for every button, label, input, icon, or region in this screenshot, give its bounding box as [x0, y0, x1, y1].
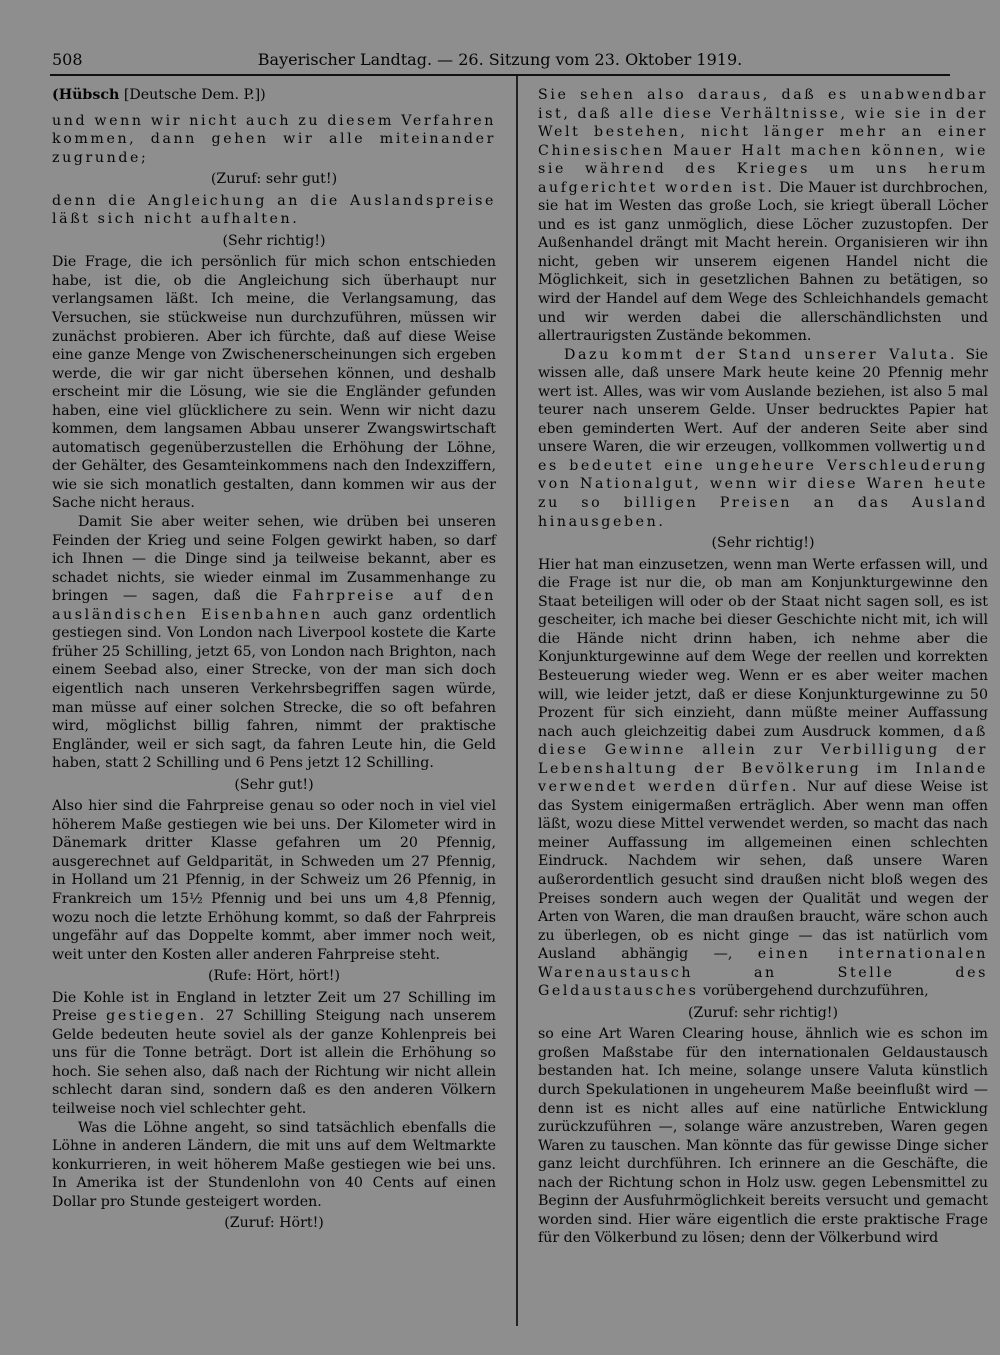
- spaced-text-run: einen internationalen Warenaustausch an Stelle des Geldaustausches: [538, 946, 989, 1000]
- paragraph: denn die Angleichung an die Auslandspreise läßt sich nicht aufhalten.: [52, 192, 496, 228]
- spaced-text-run: und es bedeutet eine ungeheure Verschleuderung von Nationalgut, wenn wir diese Waren heute zu so billigen Preisen an das Ausland hinausgeben.: [538, 439, 988, 530]
- interjection: (Sehr richtig!): [222, 232, 326, 249]
- paragraph: [52, 989, 496, 1119]
- right-column: [538, 86, 988, 1248]
- spaced-text-run: Dazu kommt der Stand unserer Valuta.: [564, 346, 958, 363]
- interjection: (Rufe: Hört, hört!): [207, 968, 341, 985]
- left-column: [52, 86, 496, 1236]
- paragraph: Also hier sind die Fahrpreise genau so oder noch in viel viel höherem Maße gestiegen wie bei uns. Der Kilometer wird in Dänemark dritter Klasse gefahren um 20 Pfennig, ausgerechnet auf Geldparität, in Schweden um 27 Pfennig, in Holland um 21 Pfennig, in der Schweiz um 26 Pfennig, in Frankreich um 15½ Pfennig und bei uns um 4,8 Pfennig, wozu noch die letzte Erhöhung kommt, so daß der Fahrpreis ungefähr auf das Doppelte kommt, aber immer noch weit, weit unter den Kosten aller anderen Fahrpreise steht.: [52, 798, 496, 963]
- paragraph: [538, 556, 988, 1001]
- paragraph: [538, 86, 988, 346]
- speaker-party: [Deutsche Dem. P.]): [123, 87, 266, 103]
- running-title: Bayerischer Landtag. — 26. Sitzung vom 23. Oktober 1919.: [257, 50, 743, 69]
- text-run: Sie wissen alle, daß unsere Mark heute keine 20 Pfennig mehr wert ist. Alles, was wir vom Auslande beziehen, ist also 5 mal teurer nach unserem Gelde. Unser bedrucktes Papier hat eben geminderten Wert. Auf der anderen Seite aber sind unsere Waren, die wir erzeugen, vollkommen vollwertig: [538, 346, 989, 456]
- text-run: auch ganz ordentlich gestiegen sind. Von London nach Liverpool kostete die Karte früher 25 Schilling, jetzt 65, von London nach Brighton, nach einem Seebad also, einer Strecke, von der man sich doch eigentlich nach unseren Verkehrsbegriffen sagen würde, man müsse auf einer solchen Strecke, die so oft befahren wird, möglichst billig fahren, nimmt der praktische Engländer, weil er sich sagt, da fahren Leute hin, die Geld haben, statt 2 Schilling und 6 Pens jetzt 12 Schilling.: [52, 606, 497, 772]
- text-run: 27 Schilling Steigung nach unserem Gelde bedeuten heute soviel als der ganze Kohlenpreis bei uns für die Tonne beträgt. Dort ist allein die Erhöhung so hoch. Sie sehen also, daß nach der Richtung wir nicht allein schlecht daran sind, sondern daß es den anderen Völkern teilweise noch viel schlechter geht.: [52, 1008, 496, 1117]
- text-run: Nur auf diese Weise ist das System einigermaßen erträglich. Aber wenn man offen läßt, wozu diese Mittel verwendet werden, so macht das nach meiner Auffassung im allgemeinen einen schlechten Eindruck. Nachdem wir sehen, daß unsere Waren außerordentlich gesucht sind draußen nicht bloß wegen des Preises sondern auch wegen der Qualität und wegen der Arten von Waren, die man draußen braucht, wäre schon auch zu überlegen, ob es nicht ginge — das ist natürlich vom Ausland abhängig —,: [538, 779, 989, 963]
- column-divider: [516, 76, 518, 1326]
- text-run: Damit Sie aber weiter sehen, wie drüben bei unseren Feinden der Krieg und seine Folgen gewirkt haben, so darf ich Ihnen — die Dinge sind ja teilweise bekannt, aber es schadet nichts, sie wieder einmal im Zusammenhange zu bringen — sagen, daß die: [52, 514, 496, 605]
- text-run: Die Mauer ist durchbrochen, sie hat im Westen das große Loch, sie kriegt überall Löcher und es ist ganz unmöglich, diese Löcher zuzustopfen. Der Außenhandel drängt mit Macht herein. Organisieren wir ihn nicht, geben wir unserem eigenen Handel nicht die Möglichkeit, sich in gesetzlichen Bahnen zu betätigen, so wird der Handel auf dem Wege des Schleichhandels gemacht und wir werden dabei die allerschändlichsten und allertraurigsten Zustände bekommen.: [538, 179, 989, 345]
- spaced-text-run: Fahrpreise auf den ausländischen Eisenbahnen: [52, 588, 496, 623]
- text-run: vorübergehend durchzuführen,: [703, 983, 929, 1000]
- text-run: Hier hat man einzusetzen, wenn man Werte erfassen will, und die Frage ist nur die, ob man am Konjunkturgewinne den Staat beteiligen will oder ob der Staat nicht sagen soll, es ist gescheiter, ich mache bei dieser Geschichte nicht mit, ich will die Hände nicht drinn haben, ich nehme aber die Konjunkturgewinne auf dem Wege der reellen und korrekten Besteuerung wieder weg. Wenn er es aber weiter machen will, wie leider jetzt, daß er diese Konjunkturgewinne zu 50 Prozent für sich einzieht, dann müßte meiner Auffassung nach auch gleichzeitig dabei zum Ausdruck kommen,: [538, 556, 988, 740]
- paragraph: Die Frage, die ich persönlich für mich schon entschieden habe, ist die, ob die Angleichung sich überhaupt nur verlangsamen läßt. Ich meine, die Verlangsamung, das Versuchen, sie stückweise nun durchzuführen, müssen wir zunächst probieren. Aber ich fürchte, daß auf diese Weise eine ganze Menge von Zwischenerscheinungen sich ergeben werde, die wir gar nicht übersehen können, und deshalb erscheint mir die Lösung, wie sie die Engländer gefunden haben, eine viel glücklichere zu sein. Wenn wir nicht dazu kommen, dem langsamen Abbau unserer Zwangswirtschaft automatisch gegenüberzustellen die Erhöhung der Löhne, der Gehälter, des Gesamteinkommens nach den Indexziffern, wie sie sich monatlich gestalten, dann kommen wir aus der Sache nicht heraus.: [52, 254, 496, 512]
- paragraph: so eine Art Waren Clearing house, ähnlich wie es schon im großen Maßstabe für den internationalen Geldaustausch bestanden hat. Ich meine, solange unsere Valuta künstlich durch Spekulationen in ungeheurem Maße beeinflußt wird — denn ist es nicht alles auf eine natürliche Entwicklung zurückzuführen —, solange wäre anzustreben, Waren gegen Waren zu tauschen. Man könnte das für gewisse Dinge sicher ganz leicht durchführen. Ich erinnere an die Geschäfte, die nach der Richtung schon in Holz usw. gegen Lebensmittel zu Beginn der Ausfuhrmöglichkeit bereits versucht und gemacht worden sind. Hier wäre eigentlich die erste praktische Frage für den Völkerbund zu lösen; denn der Völkerbund wird: [538, 1026, 988, 1247]
- page-header: [52, 48, 948, 72]
- paragraph: und wenn wir nicht auch zu diesem Verfahren kommen, dann gehen wir alle miteinander zugrunde;: [52, 112, 496, 166]
- paragraph: [538, 346, 988, 531]
- text-run: Die Kohle ist in England in letzter Zeit um 27 Schilling im Preise: [52, 989, 496, 1025]
- spaced-text-run: gestiegen.: [106, 1008, 207, 1025]
- interjection: (Sehr gut!): [234, 776, 314, 793]
- paragraph: [52, 513, 496, 773]
- paragraph: Was die Löhne angeht, so sind tatsächlich ebenfalls die Löhne in anderen Ländern, die mit uns auf dem Weltmarkte konkurrieren, in weit höherem Maße gestiegen wie bei uns. In Amerika ist der Stundenlohn von 40 Cents auf einen Dollar pro Stunde gesteigert worden.: [52, 1119, 496, 1210]
- page-number: 508: [52, 50, 83, 69]
- speaker-line: [52, 86, 496, 105]
- interjection: (Zuruf: Hört!): [224, 1215, 324, 1232]
- interjection: (Zuruf: sehr richtig!): [687, 1004, 839, 1021]
- spaced-text-run: Sie sehen also daraus, daß es unabwendbar ist, daß alle diese Verhältnisse, wie sie in der Welt bestehen, nicht länger mehr an einer Chinesischen Mauer Halt machen können, wie sie während des Krieges um uns herum aufgerichtet worden ist.: [538, 87, 988, 196]
- interjection: (Zuruf: sehr gut!): [210, 171, 338, 188]
- header-rule: [50, 74, 950, 76]
- interjection: (Sehr richtig!): [711, 535, 815, 552]
- spaced-text-run: daß diese Gewinne allein zur Verbilligung der Lebenshaltung der Bevölkerung im Inlande verwendet werden dürfen.: [538, 723, 989, 796]
- speaker-name: (Hübsch: [52, 87, 120, 103]
